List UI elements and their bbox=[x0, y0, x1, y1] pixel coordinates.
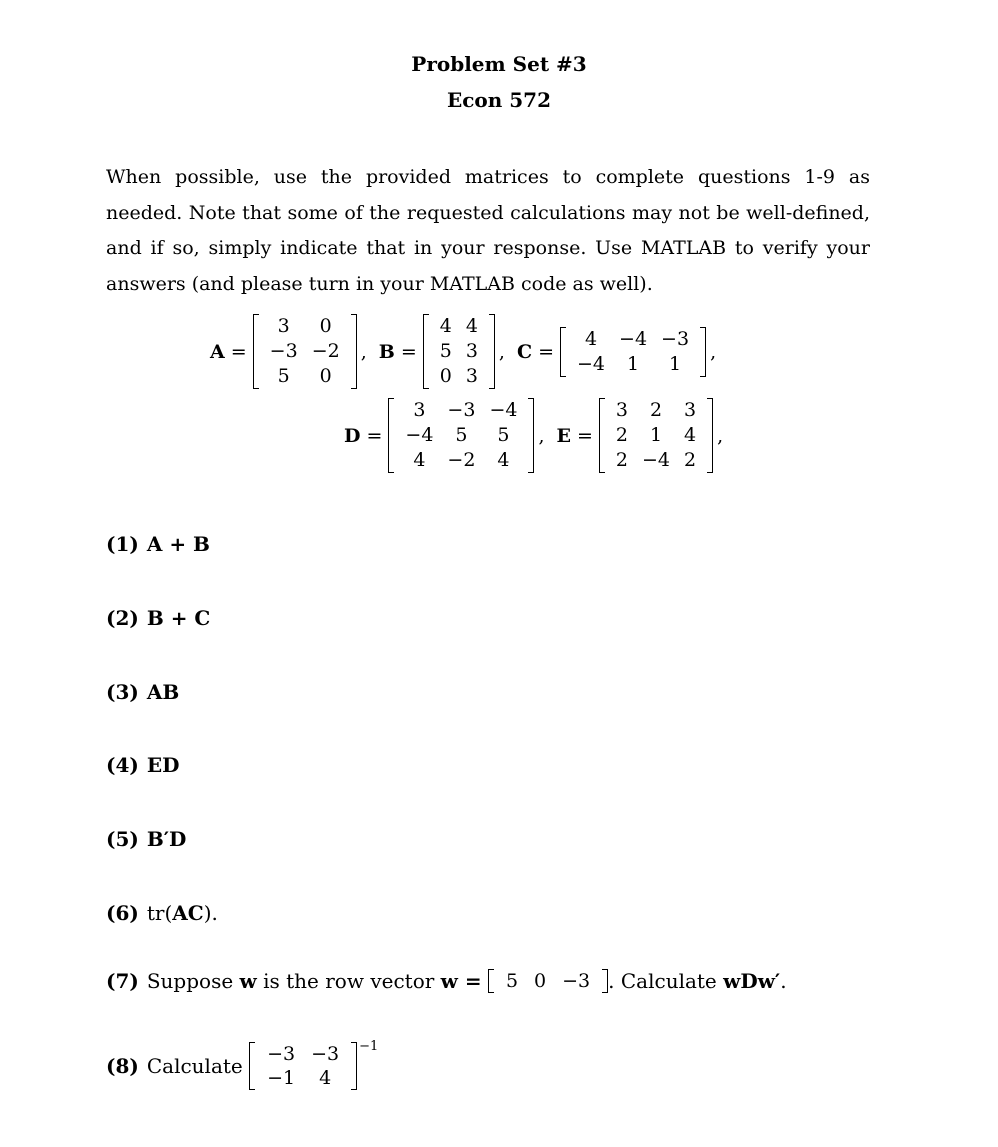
matrix-cell: 5 bbox=[277, 365, 290, 387]
question-expression: wDw′ bbox=[723, 969, 781, 993]
question-number: (8) bbox=[106, 1054, 139, 1078]
matrix-a-label: A bbox=[210, 340, 225, 363]
matrix-e-label: E bbox=[556, 424, 571, 447]
row-vector-w bbox=[488, 969, 608, 993]
comma: , bbox=[710, 340, 717, 363]
matrix-cell: 1 bbox=[649, 424, 663, 446]
matrix-cell: −3 bbox=[447, 399, 476, 421]
matrix-cell: −4 bbox=[642, 449, 671, 471]
matrix-c bbox=[560, 327, 706, 377]
matrix-cell: 4 bbox=[319, 1067, 332, 1089]
matrix-cell: 4 bbox=[439, 315, 452, 337]
question-expression: AC bbox=[172, 901, 204, 925]
question-8 bbox=[106, 1038, 379, 1090]
matrix-cell: 3 bbox=[465, 340, 478, 362]
question-expression: ED bbox=[146, 753, 180, 777]
matrix-cell: 5 bbox=[439, 340, 452, 362]
matrix-cell: 1 bbox=[626, 352, 640, 375]
equals-sign: = bbox=[230, 340, 247, 363]
matrix-cell: −2 bbox=[311, 340, 340, 362]
question-7 bbox=[106, 969, 787, 993]
matrix-b bbox=[423, 314, 495, 389]
matrix-cell: 0 bbox=[439, 365, 452, 387]
matrix-cell: 0 bbox=[534, 970, 547, 992]
matrix-cell: −4 bbox=[619, 327, 648, 350]
trace-suffix: ). bbox=[203, 901, 218, 925]
matrix-cell: −4 bbox=[577, 352, 606, 375]
matrix-c-label: C bbox=[516, 340, 533, 363]
matrix-cell: 4 bbox=[684, 424, 697, 446]
question-text: is the row vector bbox=[263, 969, 435, 993]
question-2 bbox=[106, 606, 210, 630]
matrix-cell: −4 bbox=[405, 424, 434, 446]
matrix-cell: 4 bbox=[465, 315, 478, 337]
matrix-cell: −2 bbox=[447, 449, 476, 471]
question-3 bbox=[106, 680, 179, 704]
matrix-cell: −3 bbox=[661, 327, 690, 350]
matrix-cell: 3 bbox=[684, 399, 697, 421]
matrix-cell: 5 bbox=[497, 424, 510, 446]
page-title: Problem Set #3 bbox=[411, 52, 587, 76]
matrix-cell: −3 bbox=[311, 1043, 340, 1065]
matrix-cell: 2 bbox=[649, 399, 663, 421]
matrix-cell: 3 bbox=[413, 399, 426, 421]
question-expression: A + B bbox=[146, 532, 210, 556]
matrix-d-label: D bbox=[344, 424, 361, 447]
question-text: Suppose bbox=[146, 969, 234, 993]
matrix-cell: −3 bbox=[267, 1043, 296, 1065]
equals-sign: = bbox=[400, 340, 417, 363]
inverse-matrix bbox=[249, 1042, 357, 1090]
matrix-e bbox=[599, 398, 713, 473]
equals-sign: = bbox=[366, 424, 383, 447]
matrix-b-label: B bbox=[378, 340, 395, 363]
matrix-cell: 3 bbox=[277, 315, 290, 337]
question-4 bbox=[106, 753, 179, 777]
question-number: (4) bbox=[106, 753, 139, 777]
question-6 bbox=[106, 901, 218, 925]
question-text: . Calculate bbox=[608, 969, 717, 993]
matrix-cell: 0 bbox=[319, 365, 332, 387]
period: . bbox=[780, 969, 787, 993]
question-text: Calculate bbox=[146, 1054, 243, 1078]
inverse-exponent: −1 bbox=[359, 1038, 379, 1054]
matrix-a bbox=[253, 314, 357, 389]
matrix-cell: 2 bbox=[615, 424, 628, 446]
question-expression: AB bbox=[146, 680, 180, 704]
comma: , bbox=[498, 340, 505, 363]
question-5 bbox=[106, 827, 186, 851]
matrix-cell: −3 bbox=[562, 970, 591, 992]
matrix-cell: 3 bbox=[465, 365, 478, 387]
comma: , bbox=[717, 424, 724, 447]
question-number: (7) bbox=[106, 969, 139, 993]
matrix-cell: 2 bbox=[615, 449, 628, 471]
matrix-cell: 2 bbox=[684, 449, 697, 471]
comma: , bbox=[360, 340, 367, 363]
matrix-cell: 5 bbox=[455, 424, 468, 446]
matrix-cell: 3 bbox=[615, 399, 628, 421]
question-number: (6) bbox=[106, 901, 139, 925]
matrix-cell: −1 bbox=[267, 1067, 296, 1089]
question-number: (5) bbox=[106, 827, 139, 851]
matrix-cell: 0 bbox=[319, 315, 332, 337]
matrix-d bbox=[388, 398, 534, 473]
matrix-cell: 4 bbox=[584, 327, 598, 350]
question-1 bbox=[106, 532, 210, 556]
question-expression: B + C bbox=[146, 606, 211, 630]
matrix-cell: −4 bbox=[489, 399, 518, 421]
matrix-cell: 4 bbox=[413, 449, 426, 471]
course-title: Econ 572 bbox=[446, 88, 551, 112]
question-number: (2) bbox=[106, 606, 139, 630]
matrix-cell: −3 bbox=[269, 340, 298, 362]
question-expression: B′D bbox=[146, 827, 187, 851]
trace-prefix: tr( bbox=[146, 901, 173, 925]
matrix-definitions-row-2 bbox=[344, 398, 723, 473]
comma: , bbox=[538, 424, 545, 447]
matrix-cell: 1 bbox=[669, 352, 682, 375]
vector-w-symbol: w bbox=[239, 969, 257, 993]
vector-w-definition: w = bbox=[440, 969, 482, 993]
equals-sign: = bbox=[538, 340, 555, 363]
question-number: (1) bbox=[106, 532, 139, 556]
instructions-paragraph: When possible, use the provided matrices to complete questions 1-9 as needed. Note that some of the requested calculations may not be well-defined, and if so, simply indicate that in your response. Use MATLAB to verify your answers (and please turn in your MATLAB code as well). bbox=[106, 166, 870, 295]
equals-sign: = bbox=[576, 424, 593, 447]
question-number: (3) bbox=[106, 680, 139, 704]
matrix-cell: 4 bbox=[497, 449, 510, 471]
matrix-cell: 5 bbox=[505, 970, 519, 992]
matrix-definitions-row-1 bbox=[210, 314, 716, 389]
